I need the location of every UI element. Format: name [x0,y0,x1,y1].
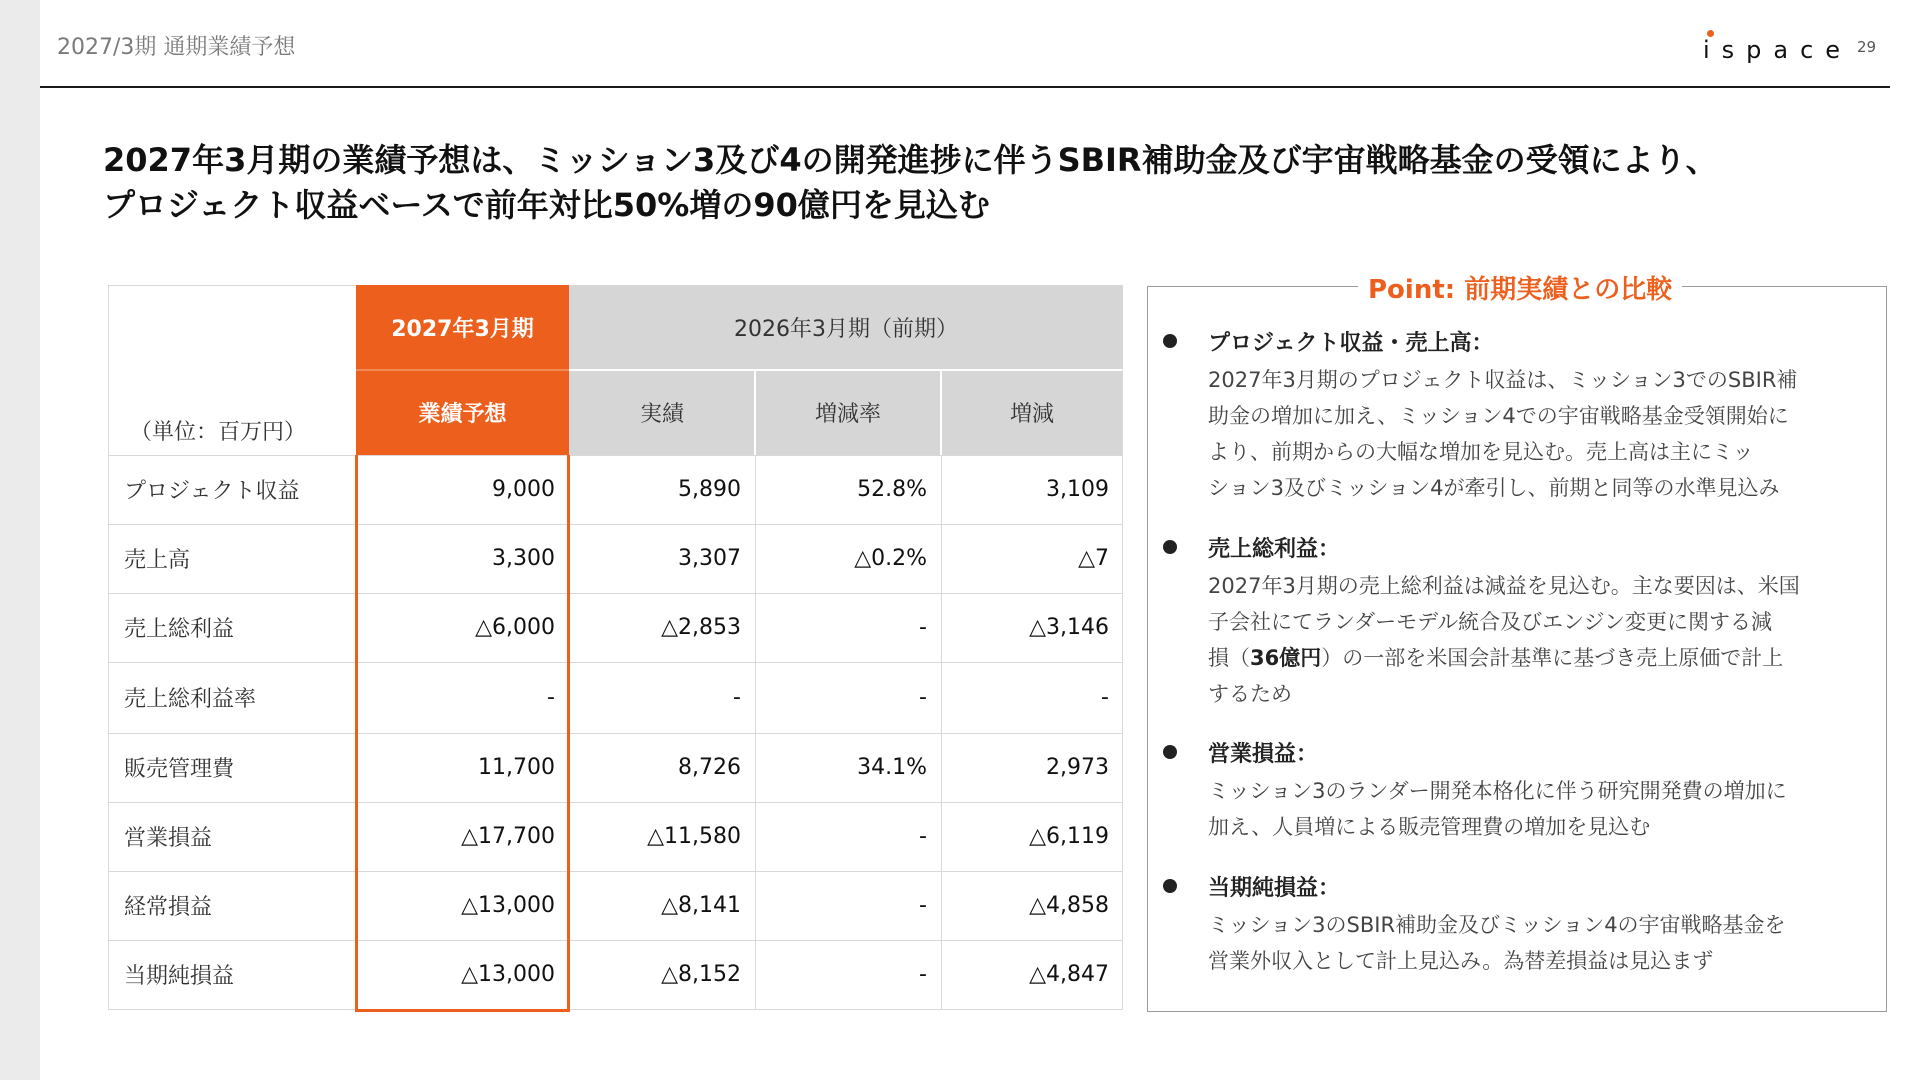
point-item-operating-loss [1163,737,1883,847]
row-change: △4,858 [1029,893,1109,918]
page-number: 29 [1857,38,1877,56]
point-title: Point: 前期実績との比較 [1358,269,1682,306]
row-rate: - [919,893,927,918]
body-line: ミッション3のSBIR補助金及びミッション4の宇宙戦略基金を [1208,913,1786,937]
row-forecast: 11,700 [478,755,555,780]
row-label: 経常損益 [124,895,213,920]
row-change: 3,109 [1046,477,1109,502]
row-label: プロジェクト収益 [124,479,300,504]
header-prior-period: 2026年3月期（前期） [569,285,1123,370]
point-item-title: プロジェクト収益・売上高： [1208,331,1494,356]
row-rate: - [919,824,927,849]
header-change: 増減 [941,370,1123,455]
ispace-logo [1703,30,1853,66]
logo-text: ispace [1703,36,1853,64]
row-change: △3,146 [1029,615,1109,640]
row-forecast: △6,000 [475,615,555,640]
point-item-body [1208,907,1878,979]
header-divider [40,86,1890,88]
row-actual: - [733,685,741,710]
point-item-body [1208,773,1878,845]
point-item-body [1208,568,1878,712]
body-line: より、前期からの大幅な増加を見込む。売上高は主にミッ [1208,440,1754,464]
point-item-title: 営業損益： [1208,742,1319,767]
body-text: 損（ [1208,646,1250,670]
body-line: 営業外収入として計上見込み。為替差損益は見込まず [1208,949,1714,973]
row-forecast: △13,000 [461,962,555,987]
point-item-body [1208,362,1878,506]
row-actual: 5,890 [678,477,741,502]
bullet-icon [1163,745,1177,759]
row-forecast: 9,000 [492,477,555,502]
body-line: 助金の増加に加え、ミッション4での宇宙戦略基金受領開始に [1208,404,1789,428]
row-rate: 34.1% [857,755,927,780]
point-item-title: 当期純損益： [1208,876,1341,901]
left-margin-strip [0,0,40,1080]
row-rate: 52.8% [857,477,927,502]
body-line: 加え、人員増による販売管理費の増加を見込む [1208,815,1651,839]
bullet-icon [1163,540,1177,554]
row-change: △6,119 [1029,824,1109,849]
body-text: ）の一部を米国会計基準に基づき売上原価で計上 [1321,646,1784,670]
row-change: 2,973 [1046,755,1109,780]
row-label: 営業損益 [124,826,213,851]
row-rate: - [919,962,927,987]
body-line [1208,640,1878,676]
row-label: 売上総利益 [124,617,235,642]
header-forecast-period: 2027年3月期 [356,285,569,370]
point-item-title: 売上総利益： [1208,537,1341,562]
bullet-icon [1163,879,1177,893]
row-label: 当期純損益 [124,964,235,989]
body-line: 2027年3月期の売上総利益は減益を見込む。主な要因は、米国 [1208,574,1800,598]
headline-line-2: プロジェクト収益ベースで前年対比50%増の90億円を見込む [103,186,990,224]
point-item-net-loss [1163,871,1883,981]
row-forecast: 3,300 [492,546,555,571]
headline-line-1: 2027年3月期の業績予想は、ミッション3及び4の開発進捗に伴うSBIR補助金及び宇宙戦略基金の受領により、 [103,141,1718,179]
row-label: 売上総利益率 [124,687,257,712]
body-line: するため [1208,682,1292,706]
body-line: 子会社にてランダーモデル統合及びエンジン変更に関する減 [1208,610,1773,634]
row-actual: 3,307 [678,546,741,571]
row-actual: △2,853 [661,615,741,640]
row-change: △4,847 [1029,962,1109,987]
header-actual: 実績 [569,370,755,455]
row-rate: - [919,685,927,710]
row-label: 売上高 [124,548,191,573]
row-forecast: - [547,685,555,710]
forecast-table [108,285,1123,1010]
header-rate: 増減率 [755,370,941,455]
point-item-project-revenue [1163,326,1883,506]
body-line: ション3及びミッション4が牽引し、前期と同等の水準見込み [1208,476,1780,500]
row-forecast: △17,700 [461,824,555,849]
row-change: - [1101,685,1109,710]
body-line: ミッション3のランダー開発本格化に伴う研究開発費の増加に [1208,779,1787,803]
row-actual: △8,152 [661,962,741,987]
forecast-column-highlight [355,455,570,1012]
point-item-gross-profit [1163,532,1883,712]
header-forecast-label: 業績予想 [356,370,569,455]
row-actual: △8,141 [661,893,741,918]
impairment-amount: 36億円 [1250,646,1322,670]
row-label: 販売管理費 [124,757,235,782]
section-title: 2027/3期 通期業績予想 [57,35,296,60]
row-rate: △0.2% [854,546,927,571]
body-line: 2027年3月期のプロジェクト収益は、ミッション3でのSBIR補 [1208,368,1798,392]
bullet-icon [1163,334,1177,348]
row-change: △7 [1078,546,1109,571]
row-forecast: △13,000 [461,893,555,918]
row-actual: △11,580 [647,824,741,849]
row-rate: - [919,615,927,640]
unit-label: （単位：百万円） [130,419,307,445]
headline [103,138,1903,228]
row-actual: 8,726 [678,755,741,780]
